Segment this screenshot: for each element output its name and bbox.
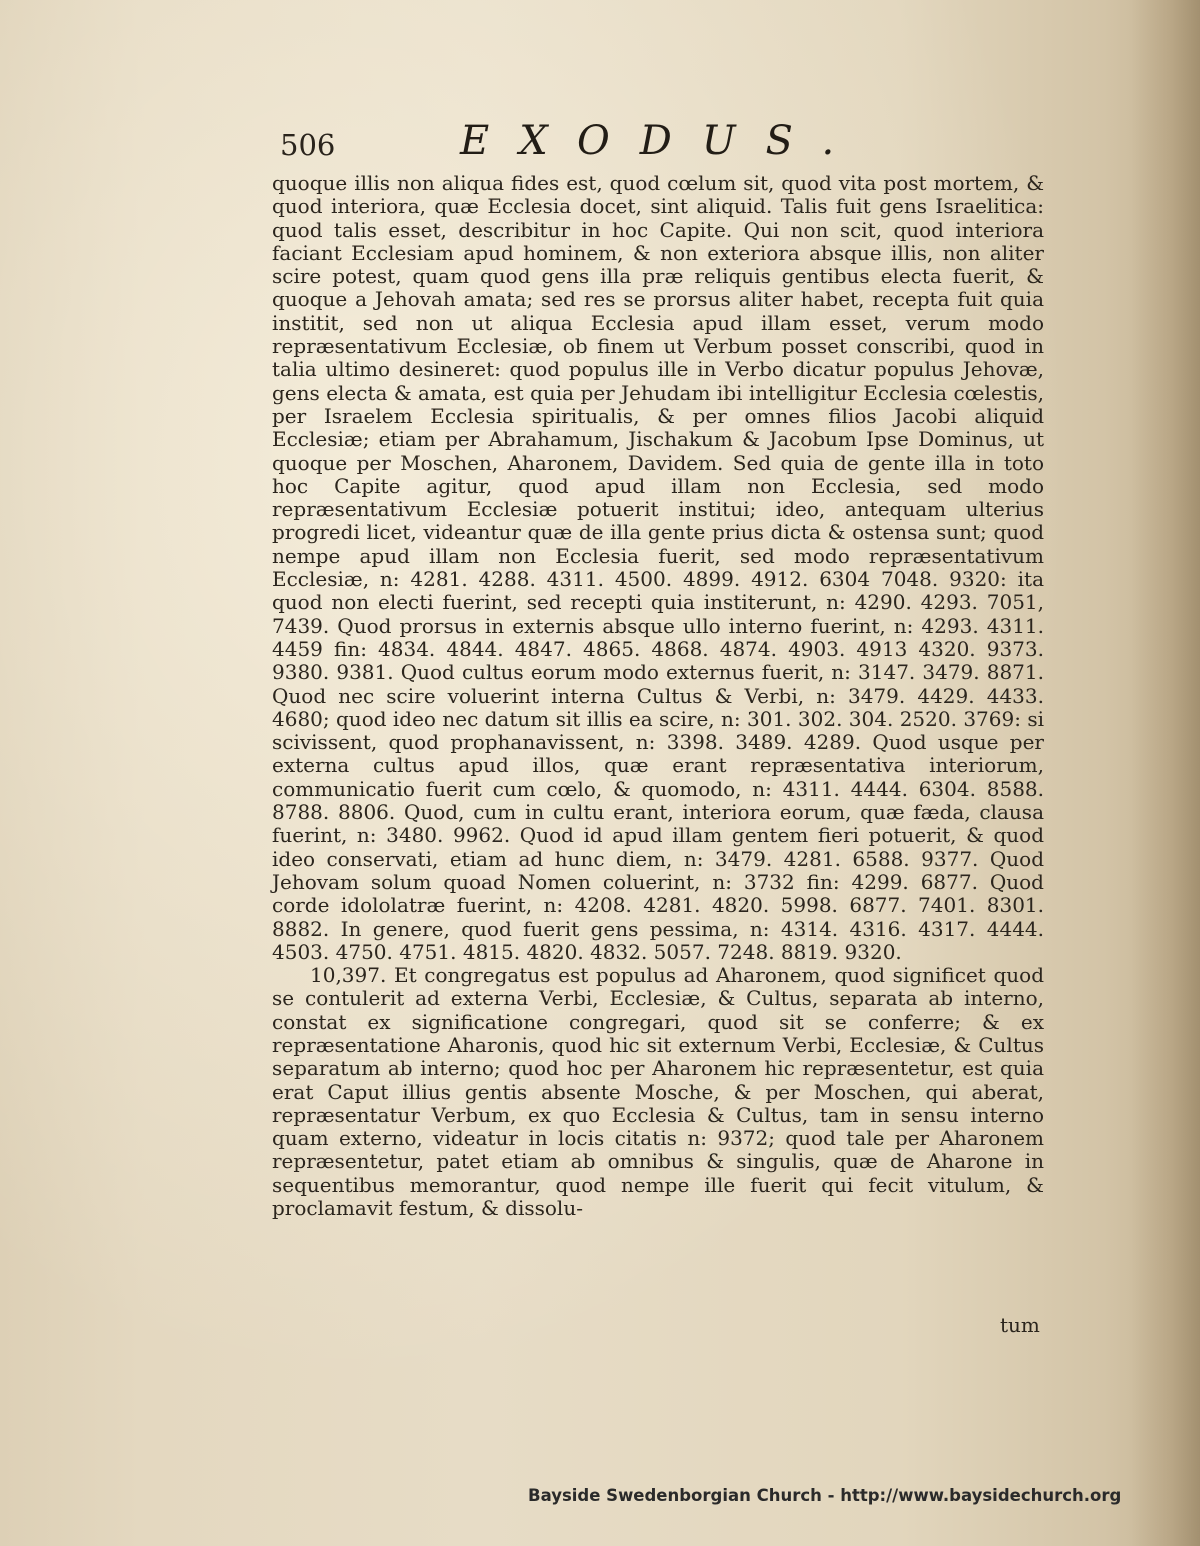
body-text (272, 172, 1044, 1220)
source-watermark: Bayside Swedenborgian Church - http://www.baysidechurch.org (528, 1486, 1122, 1505)
catchword: tum (1000, 1313, 1040, 1337)
page-header (280, 118, 1060, 168)
paragraph-continuation: quoque illis non aliqua fides est, quod cœlum sit, quod vita post mortem, & quod interiora, quæ Ecclesia docet, sint aliquid. Talis fuit gens Israelitica: quod talis esset, describitur in hoc Capite. Qui non scit, quod interiora faciant Ecclesiam apud hominem, & non exteriora absque illis, non aliter scire potest, quam quod gens illa præ reliquis gentibus electa fuerit, & quoque a Jehovah amata; sed res se prorsus aliter habet, recepta fuit quia institit, sed non ut aliqua Ecclesia apud illam esset, verum modo repræsentativum Ecclesiæ, ob finem ut Verbum posset conscribi, quod in talia ultimo desineret: quod populus ille in Verbo dicatur populus Jehovæ, gens electa & amata, est quia per Jehudam ibi intelligitur Ecclesia cœlestis, per Israelem Ecclesia spiritualis, & per omnes filios Jacobi aliquid Ecclesiæ; etiam per Abrahamum, Jischakum & Jacobum Ipse Dominus, ut quoque per Moschen, Aharonem, Davidem. Sed quia de gente illa in toto hoc Capite agitur, quod apud illam non Ecclesia, sed modo repræsentativum Ecclesiæ potuerit institui; ideo, antequam ulterius progredi licet, videantur quæ de illa gente prius dicta & ostensa sunt; quod nempe apud illam non Ecclesia fuerit, sed modo repræsentativum Ecclesiæ, n: 4281. 4288. 4311. 4500. 4899. 4912. 6304 7048. 9320: ita quod non electi fuerint, sed recepti quia institerunt, n: 4290. 4293. 7051, 7439. Quod prorsus in externis absque ullo interno fuerint, n: 4293. 4311. 4459 fin: 4834. 4844. 4847. 4865. 4868. 4874. 4903. 4913 4320. 9373. 9380. 9381. Quod cultus eorum modo externus fuerit, n: 3147. 3479. 8871. Quod nec scire voluerint interna Cultus & Verbi, n: 3479. 4429. 4433. 4680; quod ideo nec datum sit illis ea scire, n: 301. 302. 304. 2520. 3769: si scivissent, quod prophanavissent, n: 3398. 3489. 4289. Quod usque per externa cultus apud illos, quæ erant repræsentativa interiorum, communicatio fuerit cum cœlo, & quomodo, n: 4311. 4444. 6304. 8588. 8788. 8806. Quod, cum in cultu erant, interiora eorum, quæ fæda, clausa fuerint, n: 3480. 9962. Quod id apud illam gentem fieri potuerit, & quod ideo conservati, etiam ad hunc diem, n: 3479. 4281. 6588. 9377. Quod Jehovam solum quoad Nomen coluerint, n: 3732 fin: 4299. 6877. Quod corde idololatræ fuerint, n: 4208. 4281. 4820. 5998. 6877. 7401. 8301. 8882. In genere, quod fuerit gens pessima, n: 4314. 4316. 4317. 4444. 4503. 4750. 4751. 4815. 4820. 4832. 5057. 7248. 8819. 9320. (272, 171, 1044, 964)
paragraph-10397: 10,397. Et congregatus est populus ad Aharonem, quod significet quod se contulerit ad externa Verbi, Ecclesiæ, & Cultus, separata ab interno, constat ex significatione congregari, quod sit se conferre; & ex repræsentatione Aharonis, quod hic sit externum Verbi, Ecclesiæ, & Cultus separatum ab interno; quod hoc per Aharonem hic repræsentetur, est quia erat Caput illius gentis absente Mosche, & per Moschen, qui aberat, repræsentatur Verbum, ex quo Ecclesia & Cultus, tam in sensu interno quam externo, videatur in locis citatis n: 9372; quod tale per Aharonem repræsentetur, patet etiam ab omnibus & singulis, quæ de Aharone in sequentibus memorantur, quod nempe ille fuerit qui fecit vitulum, & proclamavit festum, & dissolu- (272, 963, 1044, 1221)
gutter-shadow (1130, 0, 1200, 1546)
page-number: 506 (280, 128, 336, 162)
running-title: EXODUS. (460, 118, 865, 164)
